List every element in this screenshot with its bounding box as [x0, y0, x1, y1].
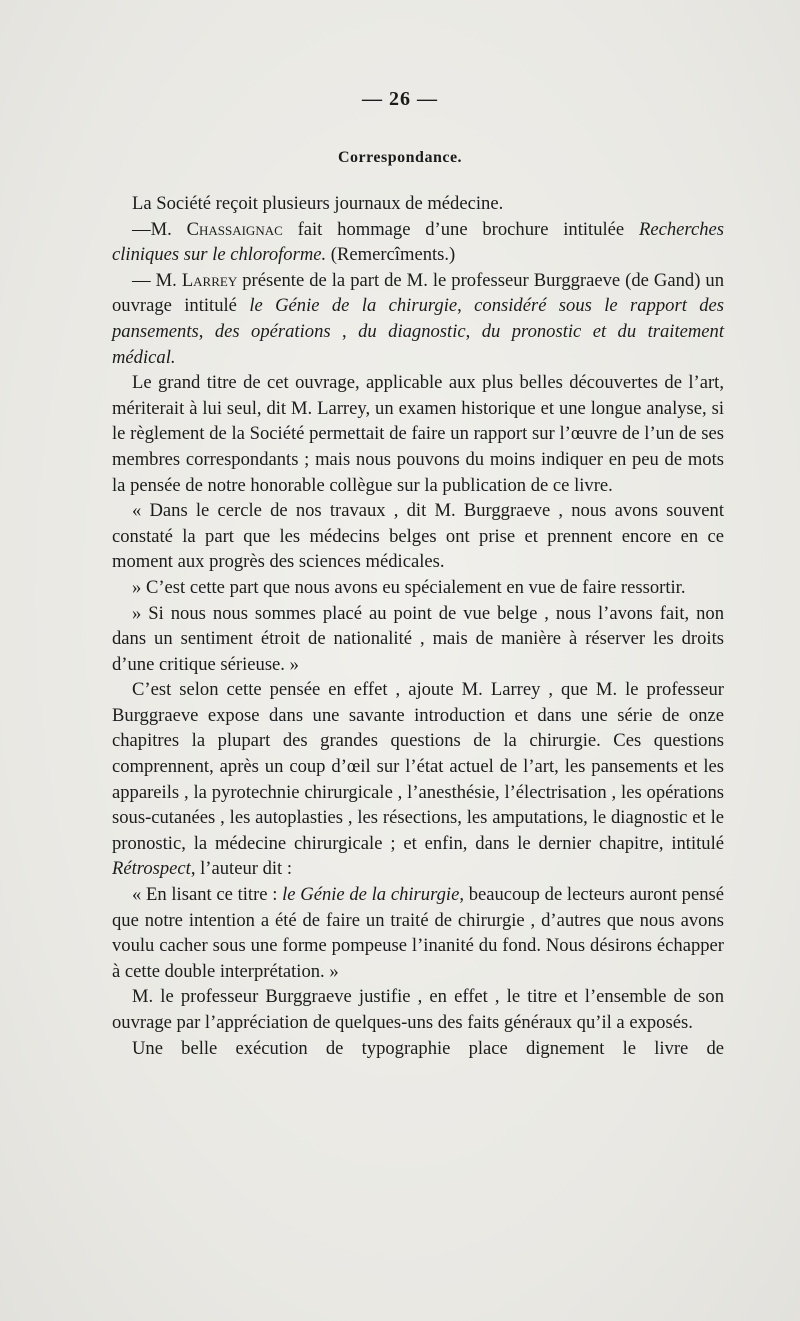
paragraph-3: — M. Larrey présente de la part de M. le professeur Burggraeve (de Gand) un ouvrage intitulé le Génie de la chirurgie, considéré sous le rapport des pansements, des opérations , du diagnostic, du pronostic et du traitement médical.	[112, 269, 725, 368]
work-title: Recherches cliniques sur le chloroforme.	[112, 218, 724, 266]
work-title: le Génie de la chirurgie	[249, 295, 458, 317]
paragraph-11: Une belle exécution de typographie place dignement le livre de	[132, 1037, 724, 1059]
paragraph-2: —M. Chassaignac fait hommage d’une brochure intitulée Recherches cliniques sur le chloroforme. (Remercîments.)	[112, 218, 724, 266]
work-title: le Génie de la chirurgie	[282, 884, 460, 906]
paragraph-10: M. le professeur Burggraeve justifie , en effet , le titre et l’ensemble de son ouvrage par l’appréciation de quelques-uns des faits généraux qu’il a exposés.	[112, 986, 724, 1033]
section-heading: Correspondance.	[337, 149, 463, 166]
chapter-title: Rétrospect	[112, 858, 191, 880]
paragraph-4: Le grand titre de cet ouvrage, applicable aux plus belles découvertes de l’art, mériterait à lui seul, dit M. Larrey, un examen historique et une longue analyse, si le règlement de la Société permettait de faire un rapport sur l’œuvre de l’un de ses membres correspondants ; mais nous pouvons du moins indiquer en peu de mots la pensée de notre honorable collègue sur la publication de ce livre.	[112, 372, 724, 496]
body-text	[112, 191, 724, 1061]
paragraph-5: « Dans le cercle de nos travaux , dit M. Burggraeve , nous avons souvent constaté la part que les médecins belges ont prise et prennent encore en ce moment aux progrès des sciences médicales.	[112, 500, 724, 573]
author-name: Larrey	[181, 269, 238, 291]
paragraph-6: » C’est cette part que nous avons eu spécialement en vue de faire ressortir.	[132, 576, 686, 598]
paragraph-7: » Si nous nous sommes placé au point de vue belge , nous l’avons fait, non dans un sentiment étroit de nationalité , mais de manière à réserver les droits d’une critique sérieuse. »	[112, 602, 724, 675]
author-name: Chassaignac	[186, 218, 283, 240]
paragraph-1: La Société reçoit plusieurs journaux de médecine.	[132, 193, 504, 214]
paragraph-8: C’est selon cette pensée en effet , ajoute M. Larrey , que M. le professeur Burggraeve expose dans une savante introduction et dans une série de onze chapitres la plupart des grandes questions de la chirurgie. Ces questions comprennent, après un coup d’œil sur l’état actuel de l’art, les pansements et les appareils , la pyrotechnie chirurgicale , l’anesthésie, l’électrisation , les opérations sous-cutanées , les autoplasties , les résections, les amputations, le diagnostic et le pronostic, la médecine chirurgicale ; et enfin, dans le dernier chapitre, intitulé Rétrospect, l’auteur dit :	[112, 679, 724, 880]
page-number: — 26 —	[362, 88, 438, 110]
paragraph-9: « En lisant ce titre : le Génie de la chirurgie, beaucoup de lecteurs auront pensé que notre intention a été de faire un traité de chirurgie , d’autres que nous avons voulu cacher sous une forme pompeuse l’inanité du fond. Nous désirons échapper à cette double interprétation. »	[112, 884, 725, 982]
